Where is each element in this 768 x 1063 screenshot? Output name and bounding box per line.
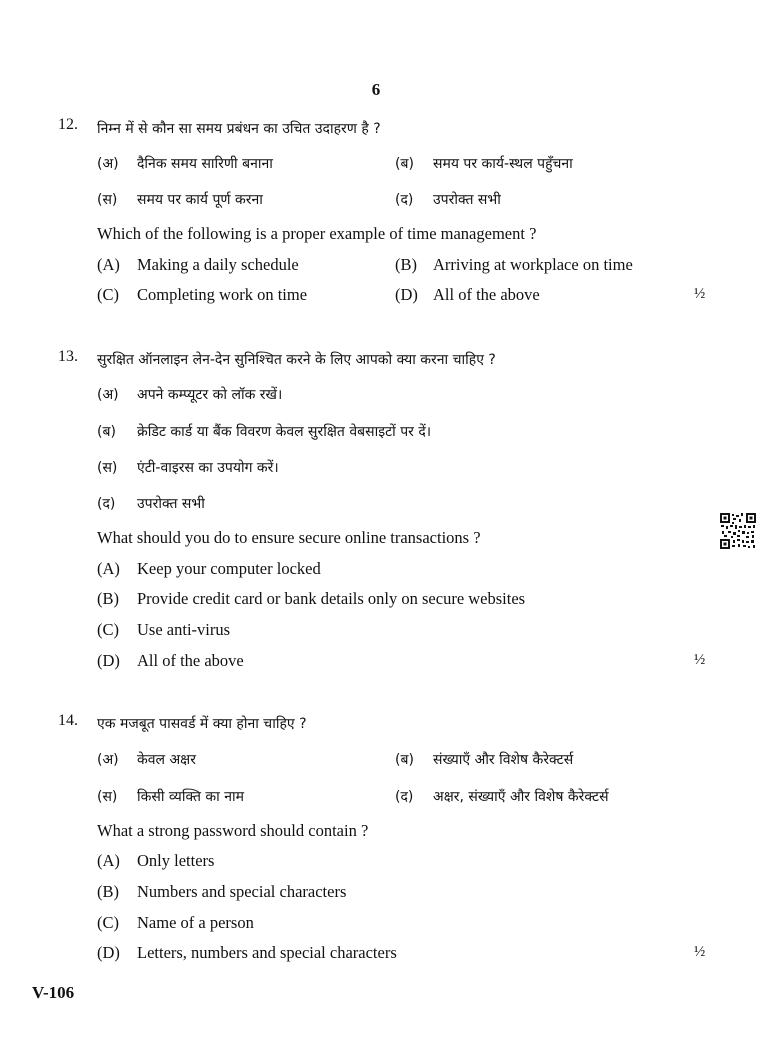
- option-text: किसी व्यक्ति का नाम: [137, 789, 244, 805]
- option-text: Use anti-virus: [137, 620, 231, 639]
- option-text: Completing work on time: [137, 285, 308, 304]
- option-label: (ब): [97, 424, 116, 440]
- option-text: Letters, numbers and special characters: [137, 943, 397, 962]
- question-text-english: What should you do to ensure secure online transactions ?: [97, 528, 481, 547]
- option-text: अक्षर, संख्याएँ और विशेष कैरेक्टर्स: [433, 789, 609, 805]
- option-label: (A): [97, 255, 120, 274]
- option-label: (अ): [97, 387, 119, 403]
- option-label: (स): [97, 192, 118, 208]
- marks: ½: [694, 652, 706, 668]
- option-label: (D): [395, 285, 418, 304]
- option-text: Provide credit card or bank details only on secure websites: [137, 589, 526, 608]
- option-text: केवल अक्षर: [137, 752, 196, 768]
- option-label: (D): [97, 943, 120, 962]
- option-label: (A): [97, 851, 120, 870]
- option-text: All of the above: [137, 651, 244, 670]
- option-text: उपरोक्त सभी: [137, 496, 205, 512]
- option-label: (B): [395, 255, 417, 274]
- option-label: (C): [97, 620, 119, 639]
- question-number: 14.: [58, 712, 78, 729]
- paper-code: V-106: [32, 983, 75, 1002]
- qr-code-icon: [720, 513, 756, 549]
- question-text-hindi: एक मजबूत पासवर्ड में क्या होना चाहिए ?: [97, 716, 307, 732]
- option-text: Keep your computer locked: [137, 559, 321, 578]
- option-text: All of the above: [433, 285, 540, 304]
- option-text: दैनिक समय सारिणी बनाना: [137, 156, 273, 172]
- option-text: समय पर कार्य-स्थल पहुँचना: [433, 156, 573, 172]
- question-number: 13.: [58, 348, 78, 365]
- marks: ½: [694, 944, 706, 960]
- option-label: (द): [395, 789, 414, 805]
- page-number: 6: [371, 80, 381, 99]
- option-label: (ब): [395, 156, 414, 172]
- option-label: (D): [97, 651, 120, 670]
- question-text-english: What a strong password should contain ?: [97, 821, 369, 840]
- option-label: (स): [97, 460, 118, 476]
- option-label: (द): [97, 496, 116, 512]
- option-label: (B): [97, 589, 119, 608]
- option-text: Name of a person: [137, 913, 254, 932]
- option-text: Making a daily schedule: [137, 255, 299, 274]
- option-text: उपरोक्त सभी: [433, 192, 501, 208]
- option-text: अपने कम्प्यूटर को लॉक रखें।: [137, 387, 283, 403]
- option-text: Numbers and special characters: [137, 882, 347, 901]
- option-label: (द): [395, 192, 414, 208]
- option-label: (B): [97, 882, 119, 901]
- option-text: क्रेडिट कार्ड या बैंक विवरण केवल सुरक्षित वेबसाइटों पर दें।: [137, 424, 432, 440]
- question-text-english: Which of the following is a proper example of time management ?: [97, 224, 537, 243]
- option-label: (A): [97, 559, 120, 578]
- option-text: एंटी-वाइरस का उपयोग करें।: [137, 460, 279, 476]
- option-text: संख्याएँ और विशेष कैरेक्टर्स: [433, 752, 574, 768]
- question-number: 12.: [58, 116, 78, 133]
- option-label: (स): [97, 789, 118, 805]
- option-label: (अ): [97, 752, 119, 768]
- option-label: (C): [97, 285, 119, 304]
- option-label: (ब): [395, 752, 414, 768]
- question-text-hindi: निम्न में से कौन सा समय प्रबंधन का उचित उदाहरण है ?: [97, 121, 381, 137]
- option-text: Only letters: [137, 851, 215, 870]
- option-text: समय पर कार्य पूर्ण करना: [137, 192, 263, 208]
- question-text-hindi: सुरक्षित ऑनलाइन लेन-देन सुनिश्चित करने के लिए आपको क्या करना चाहिए ?: [97, 352, 496, 368]
- option-label: (C): [97, 913, 119, 932]
- option-label: (अ): [97, 156, 119, 172]
- option-text: Arriving at workplace on time: [433, 255, 633, 274]
- marks: ½: [694, 286, 706, 302]
